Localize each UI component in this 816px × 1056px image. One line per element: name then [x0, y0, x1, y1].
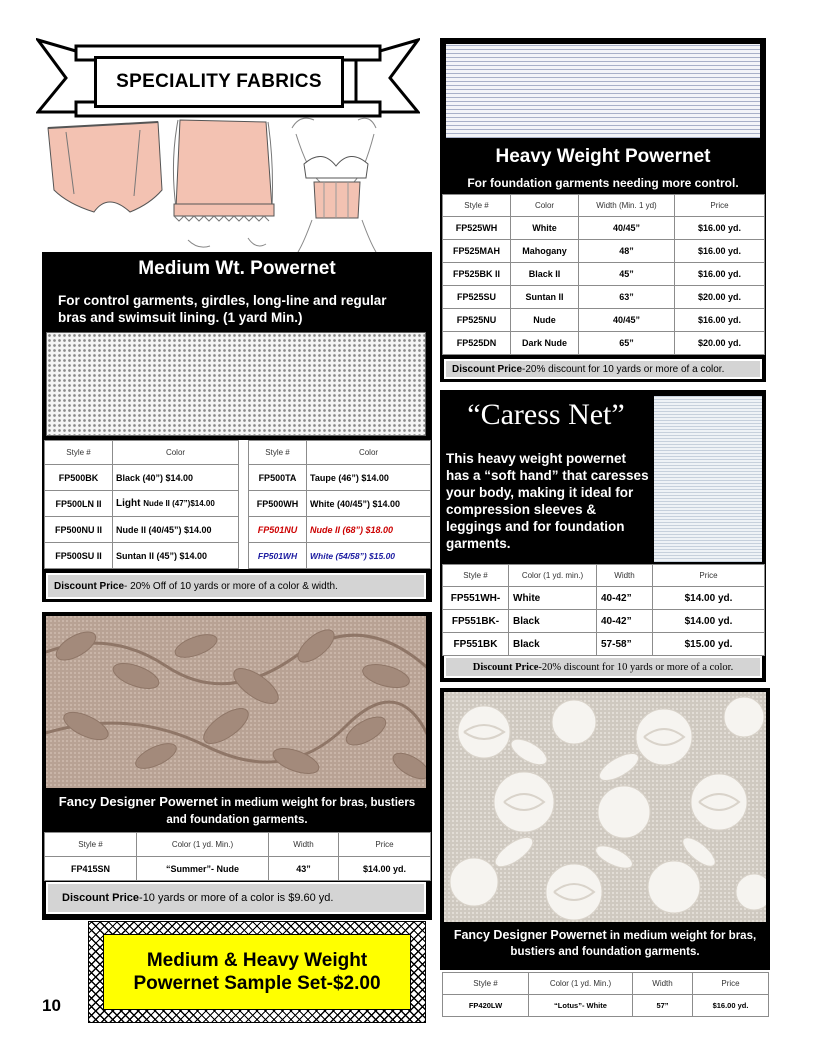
width-cell: 40/45” — [579, 309, 675, 332]
table-row — [443, 587, 765, 610]
price-cell: $20.00 yd. — [675, 286, 765, 309]
color-cell: Black — [509, 610, 597, 633]
caress-net-table — [442, 564, 765, 656]
table-gap — [239, 543, 249, 569]
price-cell: $16.00 yd. — [675, 217, 765, 240]
discount-text: -20% discount for 10 yards or more of a color. — [538, 661, 734, 673]
width-cell: 48” — [579, 240, 675, 263]
table-row — [443, 286, 765, 309]
style-cell: FP551BK- — [443, 610, 509, 633]
table-header: Width — [269, 833, 339, 857]
table-header: Style # — [443, 195, 511, 217]
table-row — [45, 517, 431, 543]
color-cell: White (40/45”) $14.00 — [307, 491, 431, 517]
color-cell-small: Nude II (47”)$14.00 — [143, 499, 215, 508]
price-cell: $14.00 yd. — [653, 610, 765, 633]
caption-rest: in medium weight for bras, bustiers and foundation garments. — [510, 930, 757, 958]
table-header: Price — [693, 973, 769, 995]
color-cell: Mahogany — [511, 240, 579, 263]
style-cell: FP500LN II — [45, 491, 113, 517]
width-cell: 43” — [269, 857, 339, 881]
style-cell: FP525DN — [443, 332, 511, 355]
lotus-lace-swatch — [444, 692, 766, 922]
caress-net-swatch — [654, 396, 762, 562]
style-cell: FP500SU II — [45, 543, 113, 569]
width-cell: 63” — [579, 286, 675, 309]
style-cell: FP551BK — [443, 633, 509, 656]
table-row — [443, 610, 765, 633]
heavy-powernet-table — [442, 194, 765, 355]
style-cell: FP420LW — [443, 995, 529, 1017]
table-row — [443, 309, 765, 332]
table-header: Color — [113, 441, 239, 465]
price-cell: $16.00 yd. — [675, 309, 765, 332]
medium-powernet-title: Medium Wt. Powernet — [138, 258, 336, 279]
discount-text: -20% discount for 10 yards or more of a color. — [522, 363, 725, 375]
summer-lace-swatch — [46, 616, 426, 788]
color-cell: Dark Nude — [511, 332, 579, 355]
style-cell: FP415SN — [45, 857, 137, 881]
price-cell: $16.00 yd. — [675, 263, 765, 286]
color-cell: “Lotus”- White — [529, 995, 633, 1017]
table-row — [443, 995, 769, 1017]
caress-discount-note — [444, 656, 762, 678]
style-cell: FP551WH- — [443, 587, 509, 610]
discount-label: Discount Price — [54, 580, 125, 592]
caption-bold: Fancy Designer Powernet — [453, 928, 607, 942]
fancy-lotus-table — [442, 972, 769, 1017]
sample-set-line1: Medium & Heavy Weight — [146, 950, 368, 971]
table-header: Style # — [443, 565, 509, 587]
width-cell: 45” — [579, 263, 675, 286]
discount-label: Discount Price — [452, 363, 523, 375]
discount-text: -10 yards or more of a color is $9.60 yd. — [139, 892, 334, 904]
style-cell: FP500BK — [45, 465, 113, 491]
color-cell-main: Light — [116, 498, 144, 509]
color-cell: Black II — [511, 263, 579, 286]
style-cell: FP525MAH — [443, 240, 511, 263]
color-cell: White — [509, 587, 597, 610]
color-cell-highlight: White (54/58”) $15.00 — [307, 543, 431, 569]
style-cell-highlight: FP501WH — [249, 543, 307, 569]
price-cell: $16.00 yd. — [693, 995, 769, 1017]
style-cell: FP525WH — [443, 217, 511, 240]
color-cell — [113, 491, 239, 517]
medium-powernet-table — [44, 440, 431, 569]
sample-set-label — [103, 934, 411, 1010]
discount-label: Discount Price — [62, 892, 140, 904]
garment-illustrations — [38, 112, 378, 254]
fancy-summer-caption — [52, 794, 422, 828]
color-cell: Suntan II — [511, 286, 579, 309]
table-header: Style # — [249, 441, 307, 465]
table-header: Price — [339, 833, 431, 857]
table-header: Color — [511, 195, 579, 217]
summer-discount-note — [46, 882, 426, 914]
color-cell: Black (40”) $14.00 — [113, 465, 239, 491]
style-cell: FP500TA — [249, 465, 307, 491]
style-cell: FP525BK II — [443, 263, 511, 286]
price-cell: $14.00 yd. — [653, 587, 765, 610]
medium-powernet-swatch — [46, 332, 426, 436]
page-title: SPECIALITY FABRICS — [94, 56, 344, 108]
fancy-summer-table — [44, 832, 431, 881]
table-header: Price — [675, 195, 765, 217]
table-row — [443, 263, 765, 286]
price-cell: $20.00 yd. — [675, 332, 765, 355]
width-cell: 40/45” — [579, 217, 675, 240]
table-header: Color (1 yd. Min.) — [137, 833, 269, 857]
color-cell: White — [511, 217, 579, 240]
width-cell: 40-42” — [597, 587, 653, 610]
table-header: Style # — [443, 973, 529, 995]
table-row — [45, 543, 431, 569]
width-cell: 65” — [579, 332, 675, 355]
discount-label: Discount Price — [472, 661, 539, 673]
style-cell: FP525NU — [443, 309, 511, 332]
caption-bold: Fancy Designer Powernet — [58, 794, 218, 809]
price-cell: $14.00 yd. — [339, 857, 431, 881]
table-gap — [239, 441, 249, 465]
table-header: Color — [307, 441, 431, 465]
table-gap — [239, 465, 249, 491]
price-cell: $16.00 yd. — [675, 240, 765, 263]
table-gap — [239, 491, 249, 517]
table-row — [443, 633, 765, 656]
heavy-powernet-subtitle: For foundation garments needing more control. — [467, 176, 739, 190]
color-cell: Black — [509, 633, 597, 656]
sample-set-line2: Powernet Sample Set-$2.00 — [133, 973, 381, 994]
table-row — [45, 857, 431, 881]
color-cell: Nude — [511, 309, 579, 332]
table-header: Color (1 yd. min.) — [509, 565, 597, 587]
style-cell-highlight: FP501NU — [249, 517, 307, 543]
table-header: Width — [597, 565, 653, 587]
caress-net-description: This heavy weight powernet has a “soft hand” that caresses your body, making it ideal for compression sleeves & leggings and for foundation garments. — [446, 451, 649, 551]
table-header: Color (1 yd. Min.) — [529, 973, 633, 995]
table-row — [45, 491, 431, 517]
style-cell: FP500NU II — [45, 517, 113, 543]
table-header: Width (Min. 1 yd) — [579, 195, 675, 217]
price-cell: $15.00 yd. — [653, 633, 765, 656]
color-cell: Taupe (46”) $14.00 — [307, 465, 431, 491]
style-cell: FP525SU — [443, 286, 511, 309]
width-cell: 57-58” — [597, 633, 653, 656]
caption-rest: in medium weight for bras, bustiers and foundation garments. — [166, 797, 416, 826]
style-cell: FP500WH — [249, 491, 307, 517]
table-row — [443, 332, 765, 355]
medium-discount-note — [46, 573, 426, 599]
heavy-powernet-swatch — [446, 44, 760, 138]
page-number: 10 — [42, 996, 61, 1015]
table-gap — [239, 517, 249, 543]
table-header: Style # — [45, 833, 137, 857]
table-header: Style # — [45, 441, 113, 465]
discount-text: - 20% Off of 10 yards or more of a color & width. — [124, 580, 338, 592]
table-row — [443, 240, 765, 263]
color-cell: “Summer”- Nude — [137, 857, 269, 881]
heavy-discount-note — [444, 359, 762, 379]
color-cell: Suntan II (45”) $14.00 — [113, 543, 239, 569]
color-cell-highlight: Nude II (68”) $18.00 — [307, 517, 431, 543]
fancy-lotus-caption — [446, 928, 764, 960]
width-cell: 57” — [633, 995, 693, 1017]
color-cell: Nude II (40/45”) $14.00 — [113, 517, 239, 543]
medium-powernet-description: For control garments, girdles, long-line and regular bras and swimsuit lining. (1 yard Min.) — [58, 293, 387, 325]
table-row — [45, 465, 431, 491]
table-header: Width — [633, 973, 693, 995]
sample-set-box — [88, 921, 426, 1023]
table-header: Price — [653, 565, 765, 587]
caress-net-title: “Caress Net” — [467, 398, 625, 431]
width-cell: 40-42” — [597, 610, 653, 633]
heavy-powernet-title: Heavy Weight Powernet — [495, 146, 711, 167]
table-row — [443, 217, 765, 240]
